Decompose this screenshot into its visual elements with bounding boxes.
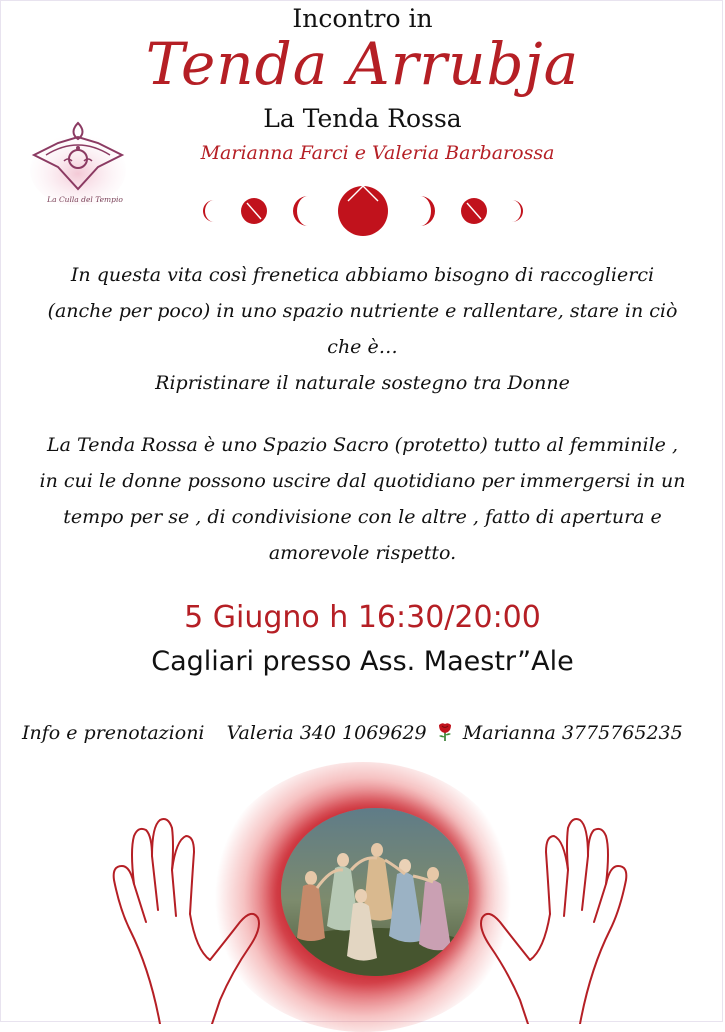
logo-caption: La Culla del Tempio bbox=[47, 195, 123, 204]
moon-crescent-2 bbox=[293, 196, 308, 226]
event-subtitle: La Tenda Rossa bbox=[263, 104, 462, 133]
hands-icon bbox=[100, 810, 640, 1024]
moon-crescent-1 bbox=[203, 200, 214, 222]
description-line: La Tenda Rossa è uno Spazio Sacro (protetto) tutto al femminile , bbox=[47, 434, 678, 456]
intro-line: (anche per poco) in uno spazio nutriente e rallentare, stare in ciò bbox=[47, 300, 678, 322]
description-line: in cui le donne possono uscire dal quotidiano per immergersi in un bbox=[39, 470, 686, 492]
moon-phases-icon bbox=[190, 183, 536, 239]
hosts-line: Marianna Farci e Valeria Barbarossa bbox=[200, 142, 555, 164]
contact-marianna: Marianna 3775765235 bbox=[462, 722, 683, 744]
info-line bbox=[22, 720, 683, 744]
rose-icon bbox=[436, 720, 454, 742]
event-title: Tenda Arrubja bbox=[145, 30, 580, 98]
moon-crescent-4 bbox=[512, 200, 523, 222]
event-place: Cagliari presso Ass. Maestr”Ale bbox=[151, 646, 574, 677]
event-date: 5 Giugno h 16:30/20:00 bbox=[184, 600, 541, 635]
intro-line: In questa vita così frenetica abbiamo bisogno di raccoglierci bbox=[70, 264, 655, 286]
moon-full bbox=[338, 186, 388, 236]
description-paragraph bbox=[0, 427, 725, 571]
intro-line: Ripristinare il naturale sostegno tra Donne bbox=[155, 372, 570, 394]
contact-valeria: Valeria 340 1069629 bbox=[226, 722, 427, 744]
info-label: Info e prenotazioni bbox=[22, 722, 205, 744]
intro-line: che è… bbox=[327, 336, 398, 358]
intro-paragraph bbox=[0, 257, 725, 401]
description-line: tempo per se , di condivisione con le altre , fatto di apertura e bbox=[63, 506, 662, 528]
moon-crescent-3 bbox=[420, 196, 435, 226]
lotus-logo-icon bbox=[28, 115, 128, 205]
description-line: amorevole rispetto. bbox=[268, 542, 457, 564]
top-line: Incontro in bbox=[292, 4, 433, 33]
